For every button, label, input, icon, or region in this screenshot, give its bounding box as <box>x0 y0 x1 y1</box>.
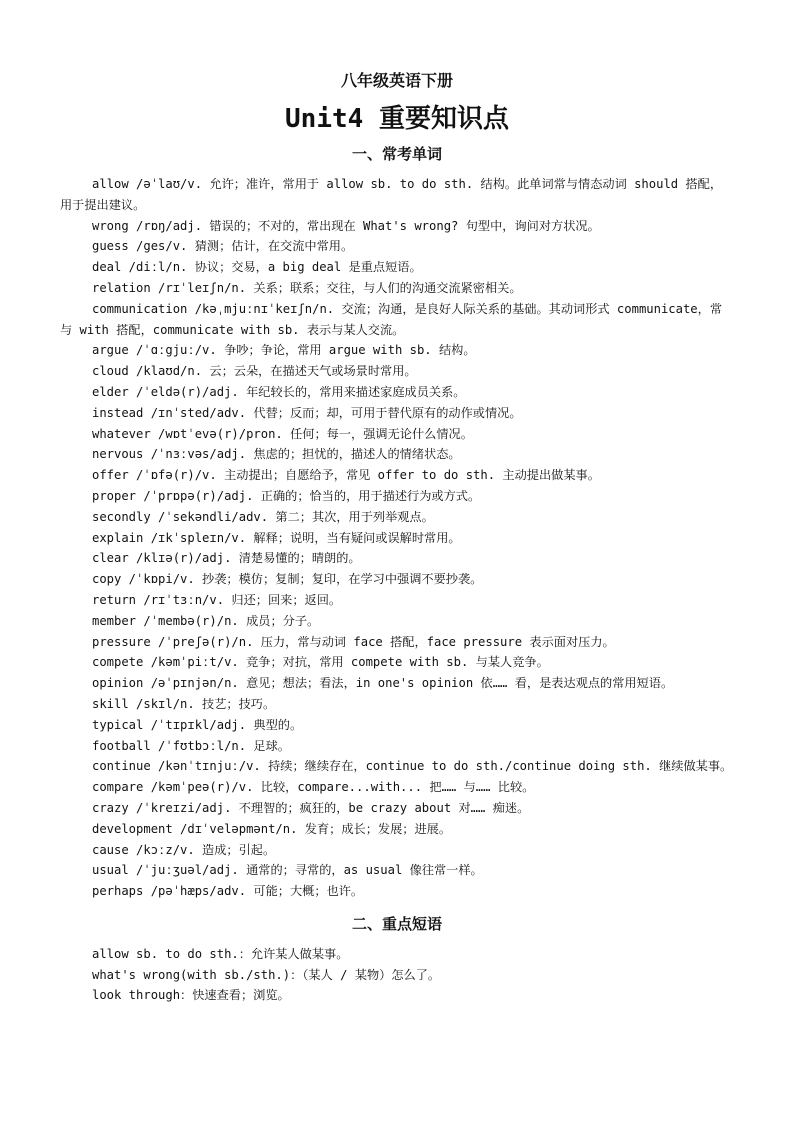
vocab-entry: deal /diːl/n. 协议；交易，a big deal 是重点短语。 <box>92 260 422 275</box>
vocab-entry: return /rɪˈtɜːn/v. 归还；回来；返回。 <box>92 592 342 607</box>
vocab-entry: argue /ˈɑːgjuː/v. 争吵；争论，常用 argue with sb. 结构。 <box>92 343 476 358</box>
vocab-entry: pressure /ˈpreʃə(r)/n. 压力，常与动词 face 搭配，face pressure 表示面对压力。 <box>92 634 615 649</box>
vocabulary-list <box>60 174 734 902</box>
phrase-entry: look through：快速查看；浏览。 <box>92 988 290 1003</box>
vocab-entry: copy /ˈkɒpi/v. 抄袭；模仿；复制；复印，在学习中强调不要抄袭。 <box>92 572 483 587</box>
vocab-entry: relation /rɪˈleɪʃn/n. 关系；联系；交往，与人们的沟通交流紧密相关。 <box>92 280 522 295</box>
phrase-list <box>60 944 734 1006</box>
vocab-entry: perhaps /pəˈhæps/adv. 可能；大概；也许。 <box>92 884 364 899</box>
vocab-entry: member /ˈmembə(r)/n. 成员；分子。 <box>92 613 320 628</box>
section-title-phrases: 二、重点短语 <box>351 914 442 933</box>
phrase-entry: allow sb. to do sth.：允许某人做某事。 <box>92 946 349 961</box>
vocab-entry: compare /kəmˈpeə(r)/v. 比较，compare...with... 把…… 与…… 比较。 <box>92 780 535 795</box>
vocab-entry: wrong /rɒŋ/adj. 错误的；不对的，常出现在 What's wrong? 句型中，询问对方状况。 <box>92 218 600 233</box>
vocab-entry: typical /ˈtɪpɪkl/adj. 典型的。 <box>92 717 303 732</box>
vocab-entry: whatever /wɒtˈevə(r)/pron. 任何；每一，强调无论什么情况。 <box>92 426 473 441</box>
vocab-entry: clear /klɪə(r)/adj. 清楚易懂的；晴朗的。 <box>92 551 361 566</box>
vocab-entry: cause /kɔːz/v. 造成；引起。 <box>92 842 276 857</box>
vocab-entry: crazy /ˈkreɪzi/adj. 不理智的；疯狂的，be crazy about 对…… 痴迷。 <box>92 800 530 815</box>
vocab-entry: usual /ˈjuːʒuəl/adj. 通常的；寻常的，as usual 像往常一样。 <box>92 863 483 878</box>
vocab-entry: cloud /klaʊd/n. 云；云朵，在描述天气或场景时常用。 <box>92 364 417 379</box>
vocab-entry: elder /ˈeldə(r)/adj. 年纪较长的，常用来描述家庭成员关系。 <box>92 384 466 399</box>
vocab-entry: compete /kəmˈpiːt/v. 竞争；对抗，常用 compete with sb. 与某人竞争。 <box>92 655 549 670</box>
vocab-entry: nervous /ˈnɜːvəs/adj. 焦虑的；担忧的，描述人的情绪状态。 <box>92 447 461 462</box>
vocab-entry: offer /ˈɒfə(r)/v. 主动提出；自愿给予，常见 offer to do sth. 主动提出做某事。 <box>92 468 600 483</box>
vocab-entry: skill /skɪl/n. 技艺；技巧。 <box>92 696 276 711</box>
unit-title: Unit4 重要知识点 <box>285 104 509 134</box>
vocab-entry: development /dɪˈveləpmənt/n. 发育；成长；发展；进展。 <box>92 821 452 836</box>
vocab-entry: secondly /ˈsekəndli/adv. 第二；其次，用于列举观点。 <box>92 509 434 524</box>
section-title-vocabulary: 一、常考单词 <box>351 145 442 163</box>
document-page <box>60 68 734 1006</box>
vocab-entry: guess /ges/v. 猜测；估计，在交流中常用。 <box>92 239 354 254</box>
vocab-entry: explain /ɪkˈspleɪn/v. 解释；说明，当有疑问或误解时常用。 <box>92 530 461 545</box>
vocab-entry: allow /əˈlaʊ/v. 允许；准许，常用于 allow sb. to do sth. 结构。此单词常与情态动词 should 搭配，用于提出建议。 <box>60 177 723 212</box>
phrase-entry: what's wrong(with sb./sth.)：（某人 / 某物）怎么了。 <box>92 967 441 982</box>
vocab-entry: football /ˈfʊtbɔːl/n. 足球。 <box>92 738 290 753</box>
vocab-entry: proper /ˈprɒpə(r)/adj. 正确的；恰当的，用于描述行为或方式。 <box>92 488 481 503</box>
vocab-entry: communication /kəˌmjuːnɪˈkeɪʃn/n. 交流；沟通，是良好人际关系的基础。其动词形式 communicate，常与 with 搭配，communicate with sb. 表示与某人交流。 <box>60 301 723 337</box>
vocab-entry: continue /kənˈtɪnjuː/v. 持续；继续存在，continue to do sth./continue doing sth. 继续做某事。 <box>92 759 733 774</box>
grade-heading: 八年级英语下册 <box>340 71 453 90</box>
vocab-entry: opinion /əˈpɪnjən/n. 意见；想法；看法，in one's opinion 依…… 看，是表达观点的常用短语。 <box>92 676 674 691</box>
vocab-entry: instead /ɪnˈsted/adv. 代替；反而；却，可用于替代原有的动作或情况。 <box>92 405 522 420</box>
